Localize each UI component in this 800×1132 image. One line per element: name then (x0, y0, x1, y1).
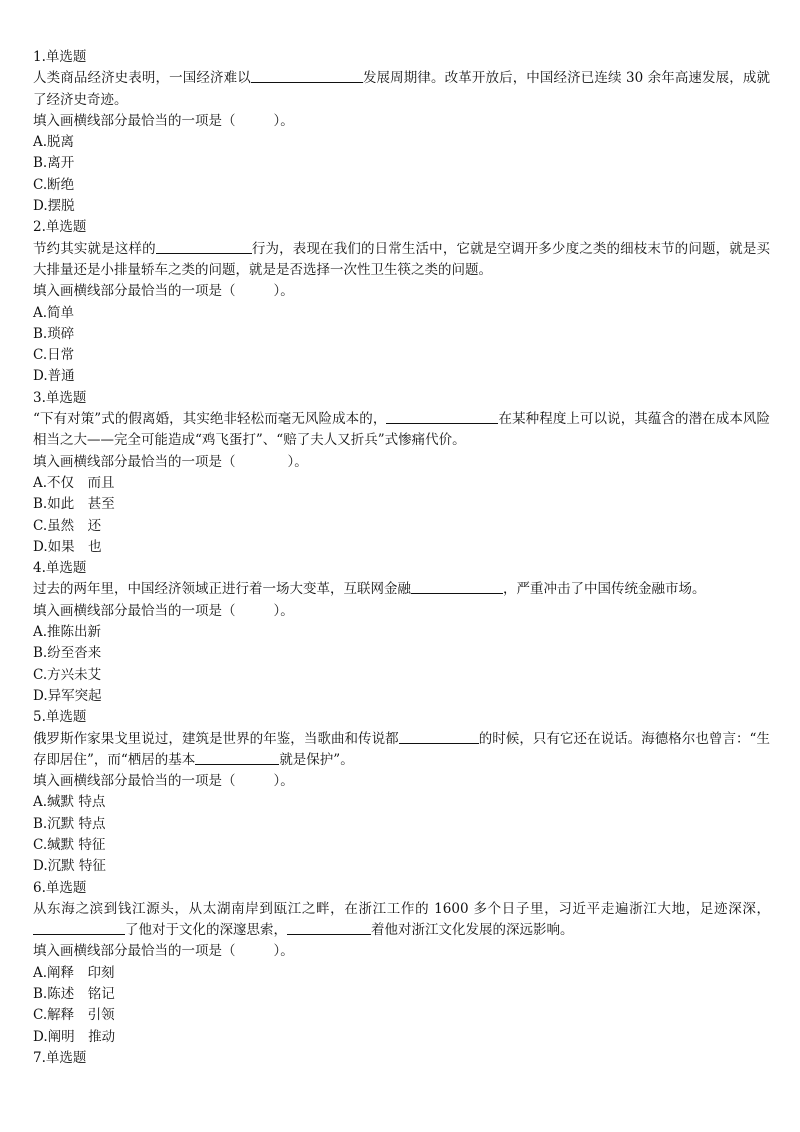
answer-blank (386, 409, 498, 424)
option-a[interactable]: A.阐释 印刻 (33, 964, 115, 981)
option-a[interactable]: A.缄默 特点 (33, 794, 106, 811)
question-6 (33, 878, 770, 1048)
question-prompt: 填入画横线部分最恰当的一项是（ ）。 (33, 112, 294, 129)
question-header: 1.单选题 (33, 49, 87, 65)
option-d[interactable]: D.如果 也 (33, 538, 102, 555)
option-c[interactable]: C.断绝 (33, 176, 75, 193)
option-d[interactable]: D.异军突起 (33, 687, 102, 704)
question-stem: 从东海之滨到钱江源头，从太湖南岸到瓯江之畔，在浙江工作的 1600 多个日子里，习近平走遍浙江大地，足迹深深，了他对于文化的深邃思索， 着他对浙江文化发展的深远影响。 (33, 900, 770, 939)
answer-blank (411, 579, 503, 594)
question-header: 5.单选题 (33, 709, 87, 726)
question-prompt: 填入画横线部分最恰当的一项是（ ）。 (33, 283, 294, 300)
question-prompt: 填入画横线部分最恰当的一项是（ ）。 (33, 943, 294, 960)
question-2 (33, 217, 770, 387)
question-stem: 人类商品经济史表明，一国经济难以 发展周期律。改革开放后，中国经济已连续 30 余年高速发展，成就了经济史奇迹。 (33, 70, 771, 108)
option-c[interactable]: C.缄默 特征 (33, 836, 106, 853)
option-d[interactable]: D.沉默 特征 (33, 858, 106, 875)
question-stem: “下有对策”式的假离婚，其实绝非轻松而毫无风险成本的， 在某种程度上可以说，其蕴含的潜在成本风险相当之大——完全可能造成“鸡飞蛋打”、“赔了夫人又折兵”式惨痛代价。 (33, 411, 770, 449)
question-header: 7.单选题 (33, 1049, 87, 1066)
option-a[interactable]: A.不仅 而且 (33, 474, 115, 491)
answer-blank (33, 920, 125, 935)
option-a[interactable]: A.推陈出新 (33, 624, 102, 641)
question-header: 4.单选题 (33, 560, 87, 577)
option-c[interactable]: C.日常 (33, 347, 75, 364)
option-d[interactable]: D.摆脱 (33, 198, 75, 215)
answer-blank (195, 750, 279, 765)
question-header: 2.单选题 (33, 219, 87, 236)
option-b[interactable]: B.离开 (33, 155, 75, 172)
option-b[interactable]: B.纷至沓来 (33, 645, 102, 662)
option-c[interactable]: C.方兴未艾 (33, 666, 102, 683)
answer-blank (251, 68, 363, 83)
question-header: 6.单选题 (33, 879, 87, 896)
question-stem: 过去的两年里，中国经济领域正进行着一场大变革，互联网金融 ，严重冲击了中国传统金融市场。 (33, 581, 706, 598)
option-d[interactable]: D.阐明 推动 (33, 1028, 116, 1045)
question-prompt: 填入画横线部分最恰当的一项是（ ）。 (33, 602, 294, 619)
question-4 (33, 558, 770, 707)
question-prompt: 填入画横线部分最恰当的一项是（ ）。 (33, 773, 294, 790)
option-b[interactable]: B.如此 甚至 (33, 496, 115, 513)
question-prompt: 填入画横线部分最恰当的一项是（ ）。 (33, 453, 308, 470)
question-3 (33, 388, 770, 558)
question-stem: 俄罗斯作家果戈里说过，建筑是世界的年鉴，当歌曲和传说都 的时候，只有它还在说话。海德格尔也曾言：“生存即居住”，而“栖居的基本 就是保护”。 (33, 730, 770, 768)
option-c[interactable]: C.解释 引领 (33, 1007, 115, 1024)
question-1 (33, 47, 770, 217)
option-b[interactable]: B.陈述 铭记 (33, 986, 115, 1003)
option-b[interactable]: B.沉默 特点 (33, 815, 106, 832)
option-c[interactable]: C.虽然 还 (33, 517, 102, 534)
answer-blank (156, 239, 252, 254)
option-a[interactable]: A.脱离 (33, 134, 75, 151)
answer-blank (287, 920, 371, 935)
option-a[interactable]: A.简单 (33, 304, 75, 321)
option-d[interactable]: D.普通 (33, 368, 75, 385)
question-stem: 节约其实就是这样的 行为，表现在我们的日常生活中，它就是空调开多少度之类的细枝末节的问题，就是买大排量还是小排量轿车之类的问题，就是是否选择一次性卫生筷之类的问题。 (33, 240, 771, 278)
question-7 (33, 1048, 770, 1069)
question-5 (33, 707, 770, 877)
question-header: 3.单选题 (33, 389, 87, 406)
answer-blank (399, 729, 479, 744)
option-b[interactable]: B.琐碎 (33, 325, 75, 342)
